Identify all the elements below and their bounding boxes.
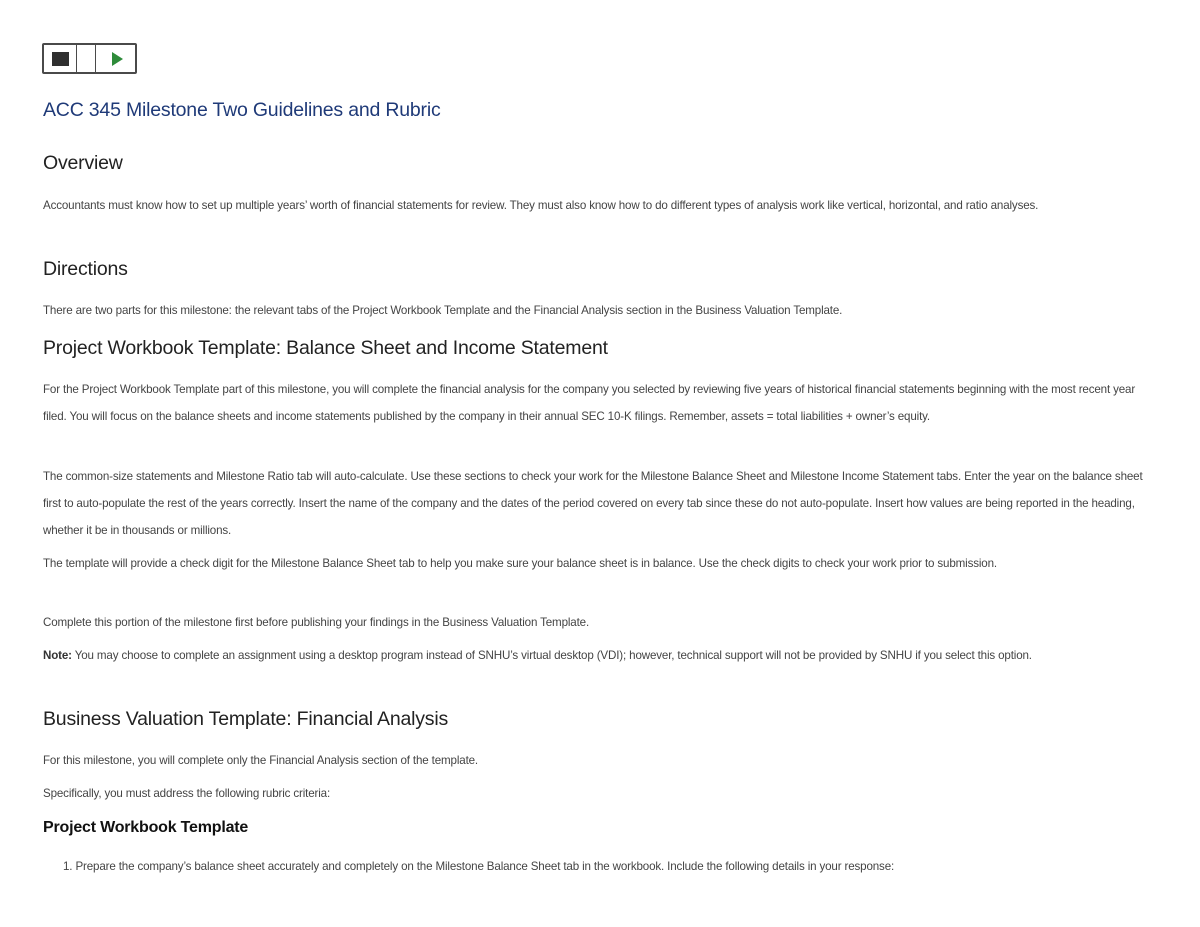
note-label: Note:	[43, 649, 72, 662]
project-workbook-paragraph-3: The template will provide a check digit for the Milestone Balance Sheet tab to help you make sure your balance sheet is in balance. Use the check digits to check your work prior to submission.	[43, 557, 997, 570]
media-controls	[42, 43, 137, 74]
business-valuation-paragraph-2: Specifically, you must address the following rubric criteria:	[43, 787, 331, 800]
play-icon	[112, 52, 123, 66]
play-button[interactable]	[96, 45, 135, 72]
business-valuation-heading: Business Valuation Template: Financial Analysis	[43, 708, 449, 730]
overview-heading: Overview	[43, 152, 123, 174]
directions-heading: Directions	[43, 258, 128, 280]
list-item-number: 1.	[63, 860, 73, 873]
divider-button[interactable]	[77, 45, 96, 72]
list-item	[63, 853, 894, 880]
stop-button[interactable]	[44, 45, 77, 72]
stop-icon	[52, 52, 69, 66]
directions-text: There are two parts for this milestone: the relevant tabs of the Project Workbook Template and the Financial Analysis section in the Business Valuation Template.	[43, 304, 843, 317]
note-text: You may choose to complete an assignment using a desktop program instead of SNHU’s virtual desktop (VDI); however, technical support will not be provided by SNHU if you select this option.	[71, 649, 1032, 662]
overview-text: Accountants must know how to set up multiple years’ worth of financial statements for review. They must also know how to do different types of analysis work like vertical, horizontal, and ratio analyses.	[43, 199, 1039, 212]
project-workbook-paragraph-4: Complete this portion of the milestone first before publishing your findings in the Business Valuation Template.	[43, 616, 590, 629]
rubric-heading: Project Workbook Template	[43, 819, 249, 836]
business-valuation-paragraph-1: For this milestone, you will complete only the Financial Analysis section of the template.	[43, 754, 479, 767]
project-workbook-paragraph-1: For the Project Workbook Template part of this milestone, you will complete the financial analysis for the company you selected by reviewing five years of historical financial statements beginning with the most recent year filed. You will focus on the balance sheets and income statements published by the company in their annual SEC 10-K filings. Remember, assets = total liabilities + owner’s equity.	[43, 383, 1136, 423]
note-paragraph	[43, 642, 1160, 669]
project-workbook-heading: Project Workbook Template: Balance Sheet and Income Statement	[43, 337, 608, 359]
list-item-text: Prepare the company’s balance sheet accurately and completely on the Milestone Balance Sheet tab in the workbook. Include the following details in your response:	[75, 860, 895, 873]
page-title: ACC 345 Milestone Two Guidelines and Rubric	[43, 99, 441, 121]
project-workbook-paragraph-2: The common-size statements and Milestone Ratio tab will auto-calculate. Use these sections to check your work for the Milestone Balance Sheet and Milestone Income Statement tabs. Enter the year on the balance sheet first to auto-populate the rest of the years correctly. Insert the name of the company and the dates of the period covered on every tab since these do not auto-populate. Insert how values are being reported in the heading, whether it be in thousands or millions.	[43, 470, 1143, 537]
